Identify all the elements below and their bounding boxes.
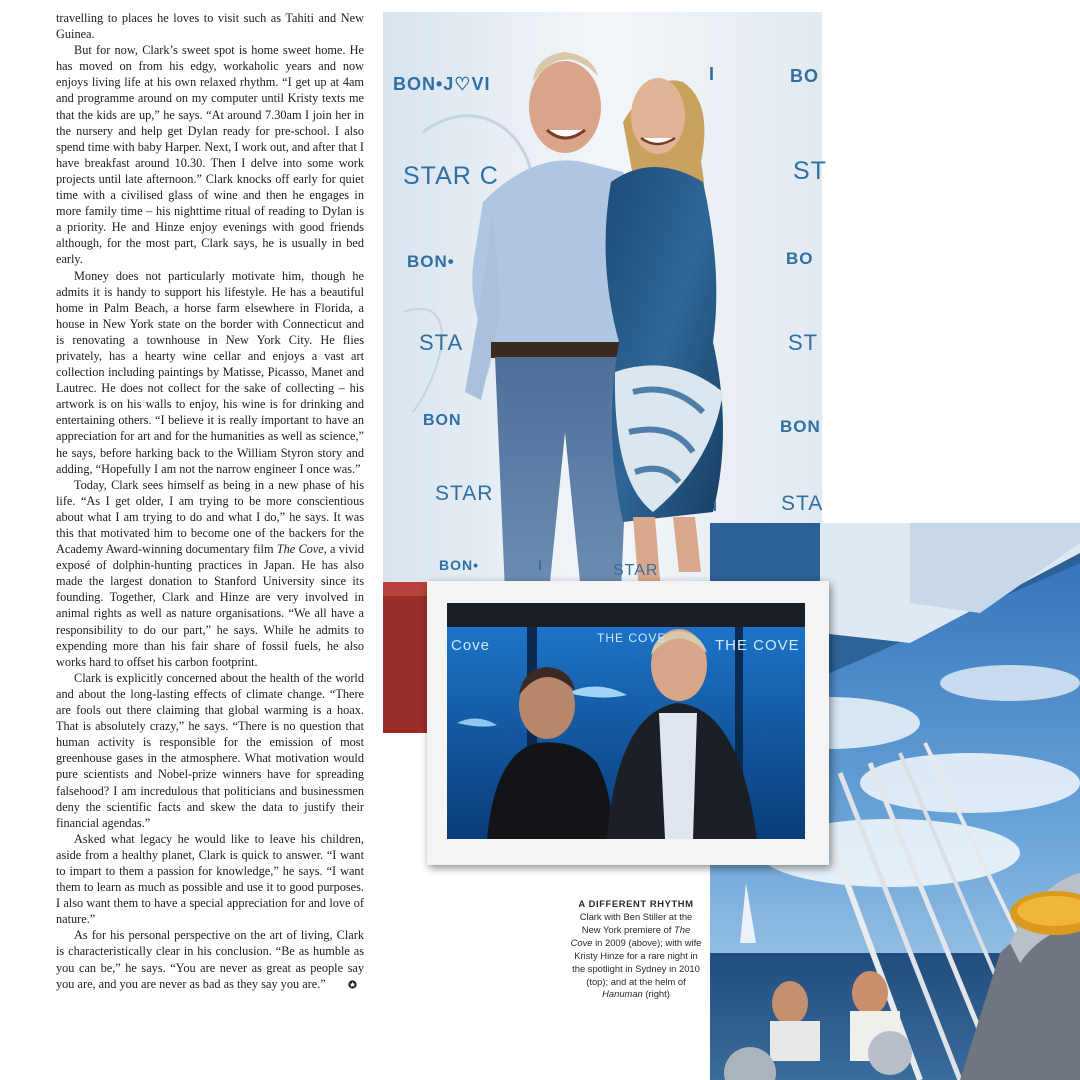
press-wall-logo: BON•J♡VI <box>393 74 491 94</box>
paragraph-text: Today, Clark sees himself as being in a new phase of his life. “As I get older, I am trying to be more conscientious about what I am trying to do and what I do,” he says. It was this that motivated him to become one of the backers for the Academy Award-winning documentary film <box>56 477 364 557</box>
photo-frame <box>427 581 829 865</box>
caption-film-title: The Cove <box>570 923 691 948</box>
press-wall-logo: BON <box>423 412 462 429</box>
press-wall-logo: ST <box>788 330 819 355</box>
poster-title: THE COVE <box>597 631 667 645</box>
press-wall-logo: I <box>713 498 718 514</box>
article-paragraph: travelling to places he loves to visit such as Tahiti and New Guinea. <box>56 11 364 42</box>
poster-title: Cove <box>451 637 491 654</box>
paragraph-text: As for his personal perspective on the art of living, Clark is characteristically clear in his conclusion. “Be as humble as you can be,” he says. “You are never as great as people say you are, and you are never as bad as they say you are.” <box>56 928 364 991</box>
press-wall-logo: BO <box>786 249 814 268</box>
article-paragraph: Asked what legacy he would like to leave his children, aside from a healthy planet, Clark is quick to answer. “I want to impart to them a passion for knowledge,” he says. “I want them to learn as much as possible and use it to good purposes. I also want them to have a special appreciation for and love of nature.” <box>56 831 364 927</box>
photo-caption <box>570 898 702 1001</box>
caption-text: in 2009 (above); with wife Kristy Hinze for a rare night in the spotlight in Sydney in 2010 (top); and at the helm of <box>572 936 702 987</box>
poster-title: THE COVE <box>715 637 800 654</box>
article-paragraph: But for now, Clark’s sweet spot is home sweet home. He has moved on from his edgy, workaholic years and now enjoys living life at his own relaxed rhythm. “I get up at 4am and programme around on my computer until Kristy texts me that the kids are up,” he says. “At around 7.30am I join her in the nursery and help get Dylan ready for pre-school. I also spend time with baby Harper. Next, I work out, and after that I have breakfast around 10.30. Then I delve into some work projects until late afternoon.” Clark knocks off early for quiet time with a civilised glass of wine and then he engages in more family time – his nighttime ritual of reading to Dylan is a priority. He and Hinze enjoy evenings with good friends although, for the most part, Clark says, he is usually in bed early. <box>56 43 364 267</box>
press-wall-logo: STA <box>781 492 824 515</box>
press-wall-logo: STAR <box>435 482 494 505</box>
press-wall-logo: STA <box>419 330 464 355</box>
film-title: The Cove <box>276 542 324 557</box>
photo-premiere-the-cove <box>447 603 805 839</box>
press-wall-logo: I <box>538 557 543 573</box>
article-paragraph: Clark is explicitly concerned about the health of the world and about the long-lasting effects of climate change. “There are fools out there claiming that global warming is a hoax. That is absolutely crazy,” he says. “There is no question that human activity is responsible for the emission of most greenhouse gases in the atmosphere. What motivation would pure scientists and Nobel-prize winners have for spreading falsehood? I am incredulous that politicians and businessmen deny the scientific facts and skew the data to justify their financial agendas.” <box>56 670 364 830</box>
press-wall-logo: BO <box>790 66 819 86</box>
caption-yacht-name: Hanuman <box>602 988 643 1000</box>
caption-text: (right) <box>642 988 670 1000</box>
paragraph-text: , a vivid exposé of dolphin-hunting practices in Japan. He has also made the largest donation to Stanford University since its founding. Together, Clark and Hinze are very involved in animal rights as well as nature organisations. “We all have a responsibility to do our part,” he says. While he admits to expending more than his fair share of fossil fuels, he also works hard to offset his carbon footprint. <box>56 542 365 669</box>
press-wall-logo: ST <box>793 157 827 185</box>
article-paragraph <box>56 927 364 991</box>
caption-body <box>570 911 702 1001</box>
press-wall-logo: BON <box>780 417 821 436</box>
caption-text: Clark with Ben Stiller at the New York premiere of <box>579 911 693 935</box>
press-wall-logo: STAR <box>613 562 659 579</box>
caption-title: A DIFFERENT RHYTHM <box>578 898 694 909</box>
press-wall-logo: BON• <box>407 252 455 271</box>
article-body <box>56 10 364 1078</box>
article-paragraph: Money does not particularly motivate him, though he admits it is handy to support his lifestyle. He has a beautiful home in Palm Beach, a horse farm elsewhere in Florida, a house in New York state on the border with Connecticut and is renovating a townhouse in New York City. He flies privately, has a hearty wine cellar and enjoys a vast art collection including paintings by Matisse, Picasso, Manet and Lautrec. He does not collect for the sake of collecting – his artwork is on his walls to enjoy, his wine is for drinking and entertaining others. “I believe it is really important to have an appreciation for art and for the humanities as well as science,” he says, before harking back to the William Styron story and adding, “Hopefully I am not the narrow engineer I once was.” <box>56 268 364 476</box>
press-wall-logo: STAR C <box>403 162 499 190</box>
press-wall-logo: BON• <box>439 557 480 573</box>
article-paragraph <box>56 477 364 670</box>
press-wall-logo: I <box>709 64 716 84</box>
end-mark-icon <box>330 977 339 986</box>
